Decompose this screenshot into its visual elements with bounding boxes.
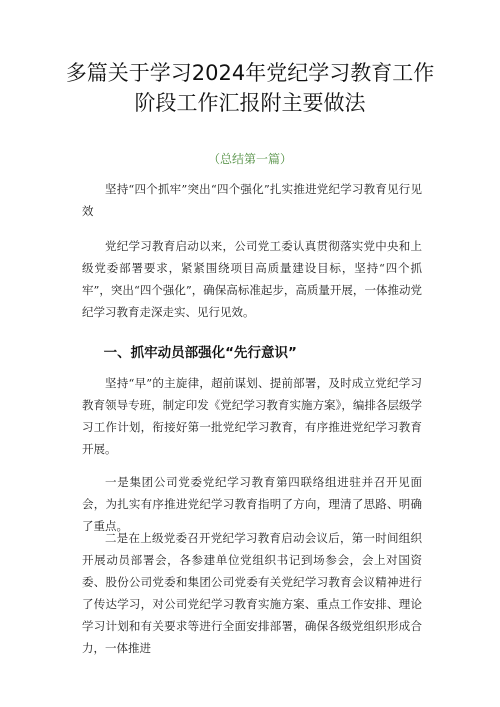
section-paragraph-3: 二是在上级党委召开党纪学习教育启动会议后，第一时间组织开展动员部署会，各参建单位党组织书记到场参会，会上对国资委、股份公司党委和集团公司党委有关党纪学习教育会议精神进行了传达学习，对公司党纪学习教育实施方案、重点工作安排、理论学习计划和有关要求等进行全面安排部署，确保各级党组织形成合力，一体推进 <box>82 531 422 655</box>
section-heading: 一、抓牢动员部强化“先行意识” <box>103 345 297 361</box>
document-title: 多篇关于学习2024年党纪学习教育工作阶段工作汇报附主要做法 <box>65 61 435 115</box>
intro-paragraph-2: 党纪学习教育启动以来，公司党工委认真贯彻落实党中央和上级党委部署要求，紧紧围绕项目高质量建设目标，坚持“四个抓牢”，突出“四个强化”，确保高标准起步，高质量开展，一体推动党纪学习教育走深走实、见行见效。 <box>82 239 422 319</box>
section-paragraph-1: 坚持“早”的主旋律，超前谋划、提前部署，及时成立党纪学习教育领导专班，制定印发《党纪学习教育实施方案》，编排各层级学习工作计划，衔接好第一批党纪学习教育，有序推进党纪学习教育开展。 <box>82 376 422 456</box>
document-subtitle: （总结第一篇） <box>207 152 292 166</box>
section-paragraph-2: 一是集团公司党委党纪学习教育第四联络组进驻并召开见面会，为扎实有序推进党纪学习教育指明了方向，理清了思路、明确了重点。 <box>82 475 422 533</box>
intro-paragraph-1: 坚持“四个抓牢”突出“四个强化”扎实推进党纪学习教育见行见效 <box>82 182 422 218</box>
